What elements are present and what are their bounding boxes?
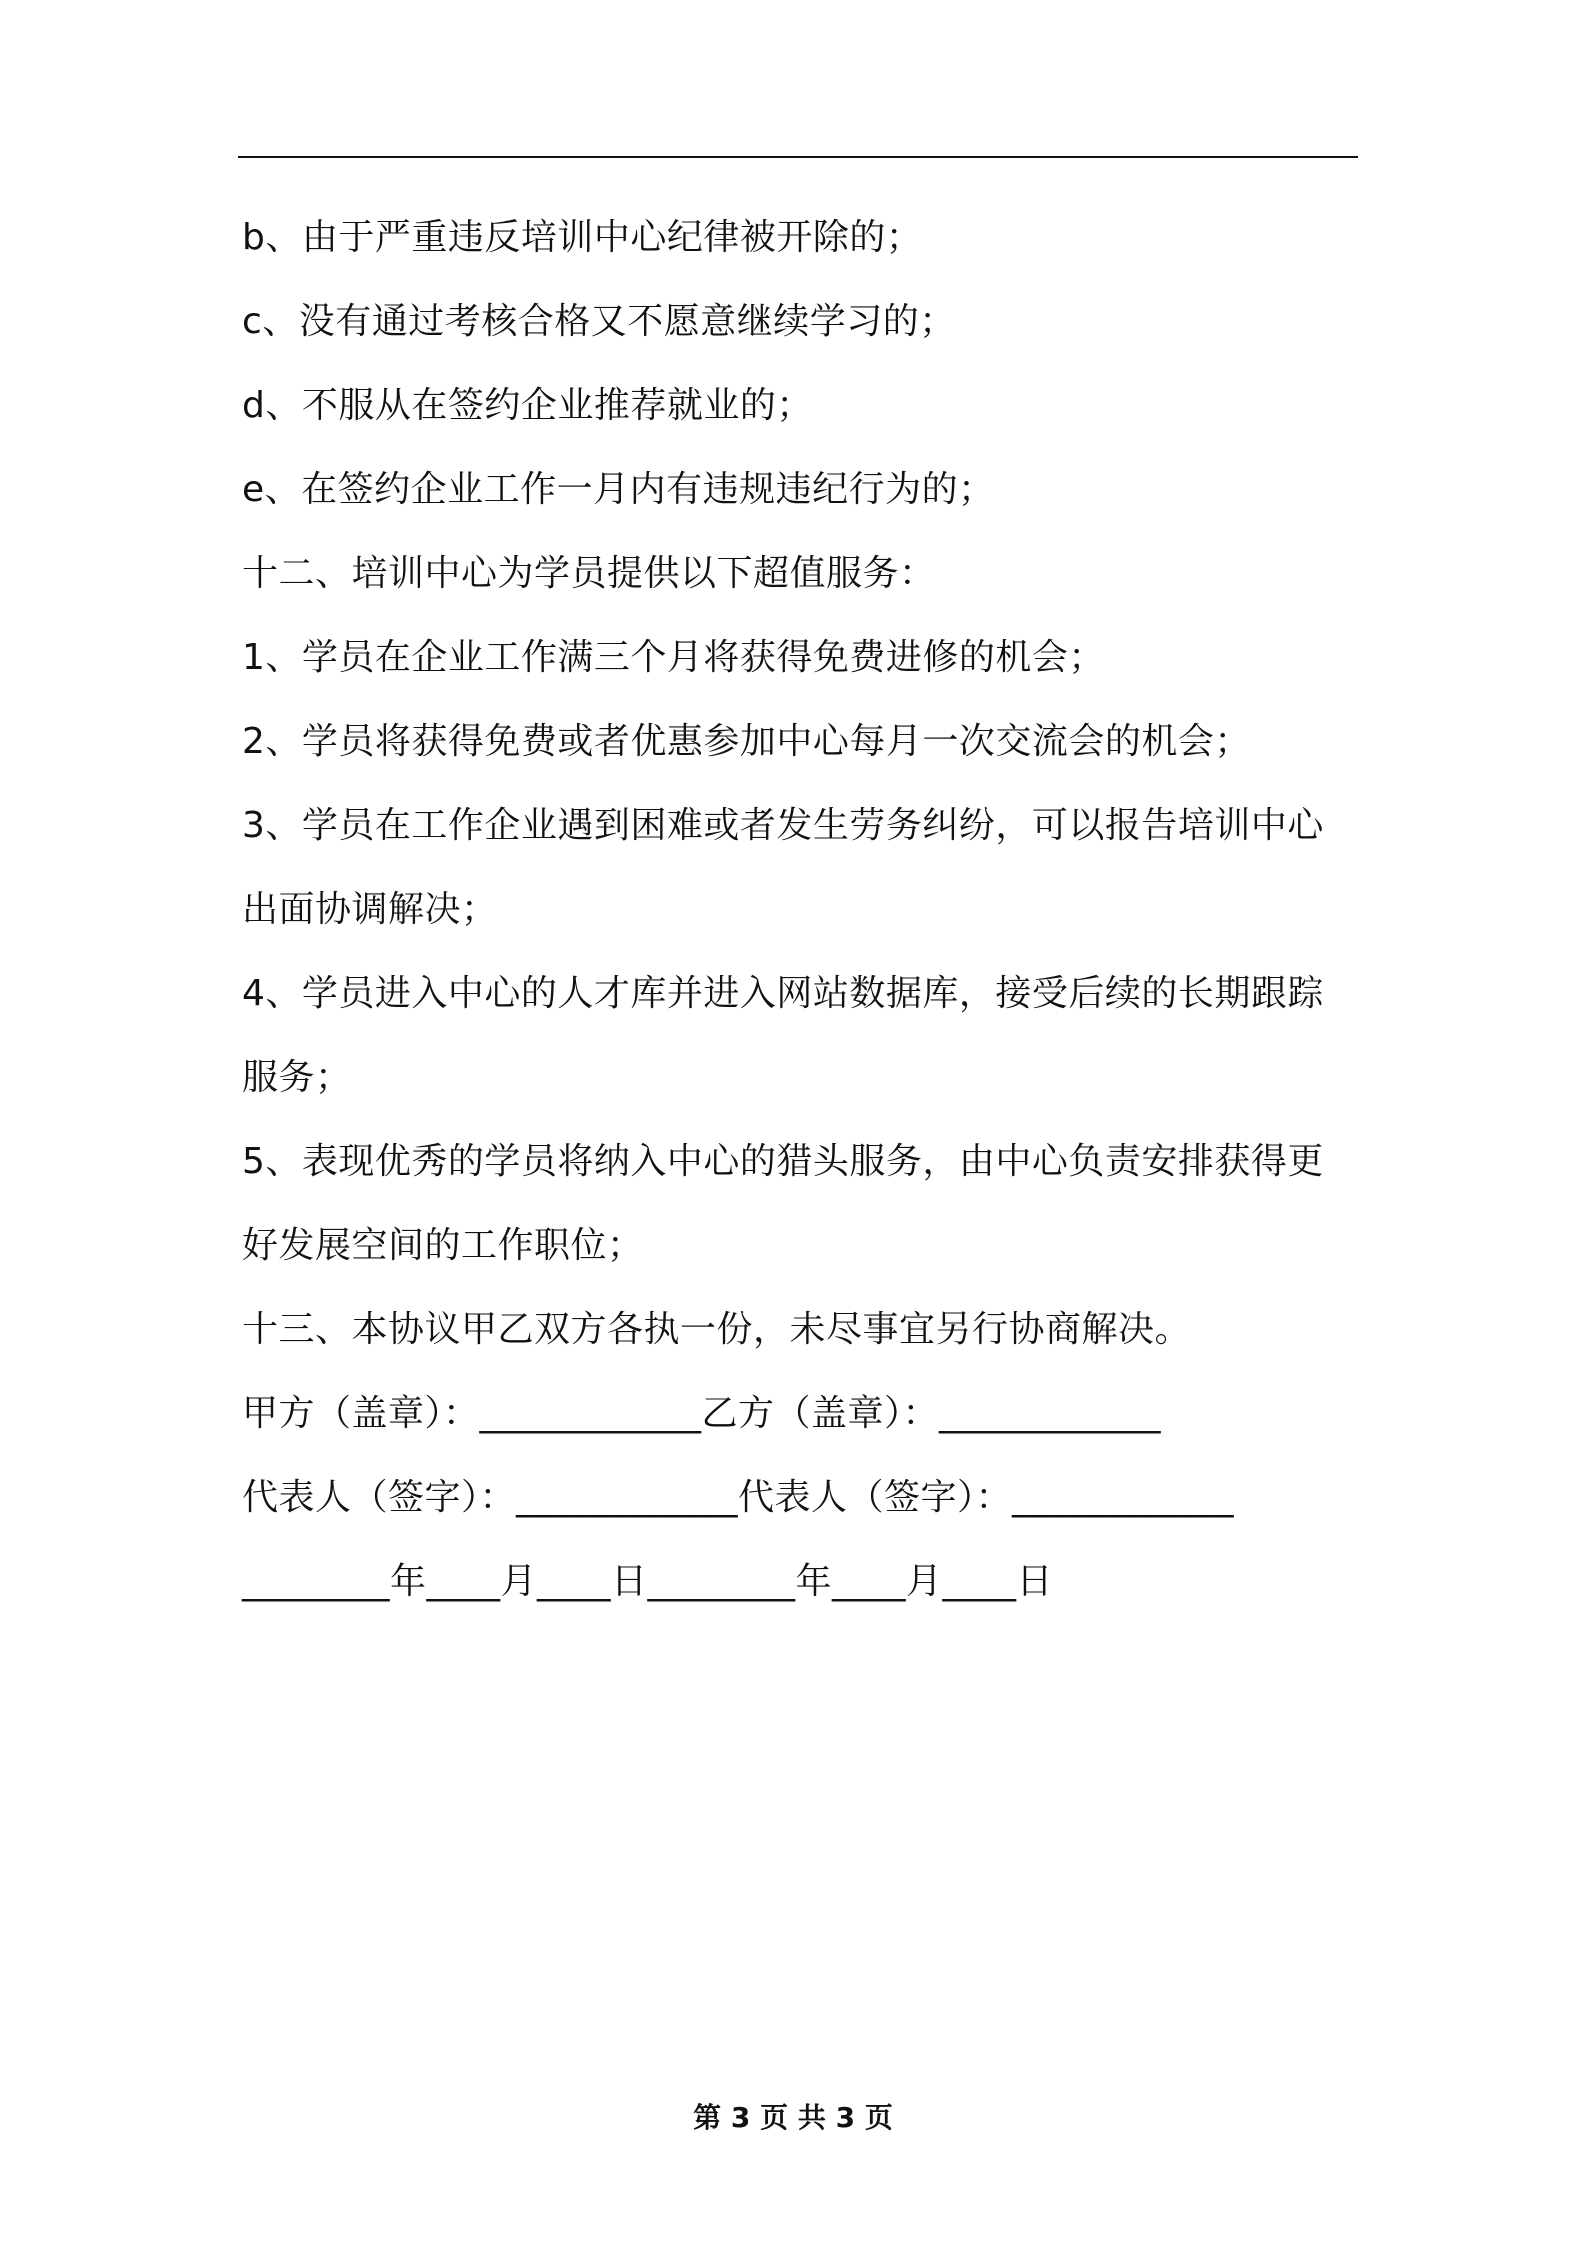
service-5-line-2: 好发展空间的工作职位； [242,1225,644,1266]
clause-d: d、不服从在签约企业推荐就业的； [242,385,813,426]
clause-c: c、没有通过考核合格又不愿意继续学习的； [242,301,956,342]
clause-b: b、由于严重违反培训中心纪律被开除的； [242,217,923,258]
signature-date-line: ________年____月____日________年____月____日 [242,1561,1053,1602]
service-3-line-1: 3、学员在工作企业遇到困难或者发生劳务纠纷，可以报告培训中心 [242,805,1324,846]
signature-seal-line: 甲方（盖章）：____________乙方（盖章）：____________ [242,1393,1162,1434]
page-number: 第 3 页 共 3 页 [693,2101,893,2134]
document-body [242,196,1362,1624]
service-3-line-2: 出面协调解决； [242,889,498,930]
section-12-heading: 十二、培训中心为学员提供以下超值服务： [242,553,936,594]
service-4-line-1: 4、学员进入中心的人才库并进入网站数据库，接受后续的长期跟踪 [242,973,1324,1014]
signature-representative-line: 代表人（签字）：____________代表人（签字）：____________ [242,1477,1235,1518]
service-5-line-1: 5、表现优秀的学员将纳入中心的猎头服务，由中心负责安排获得更 [242,1141,1324,1182]
clause-e: e、在签约企业工作一月内有违规违纪行为的； [242,469,995,510]
section-13: 十三、本协议甲乙双方各执一份，未尽事宜另行协商解决。 [242,1309,1192,1350]
service-1: 1、学员在企业工作满三个月将获得免费进修的机会； [242,637,1105,678]
service-4-line-2: 服务； [242,1057,352,1098]
service-2: 2、学员将获得免费或者优惠参加中心每月一次交流会的机会； [242,721,1251,762]
header-rule [238,156,1358,158]
